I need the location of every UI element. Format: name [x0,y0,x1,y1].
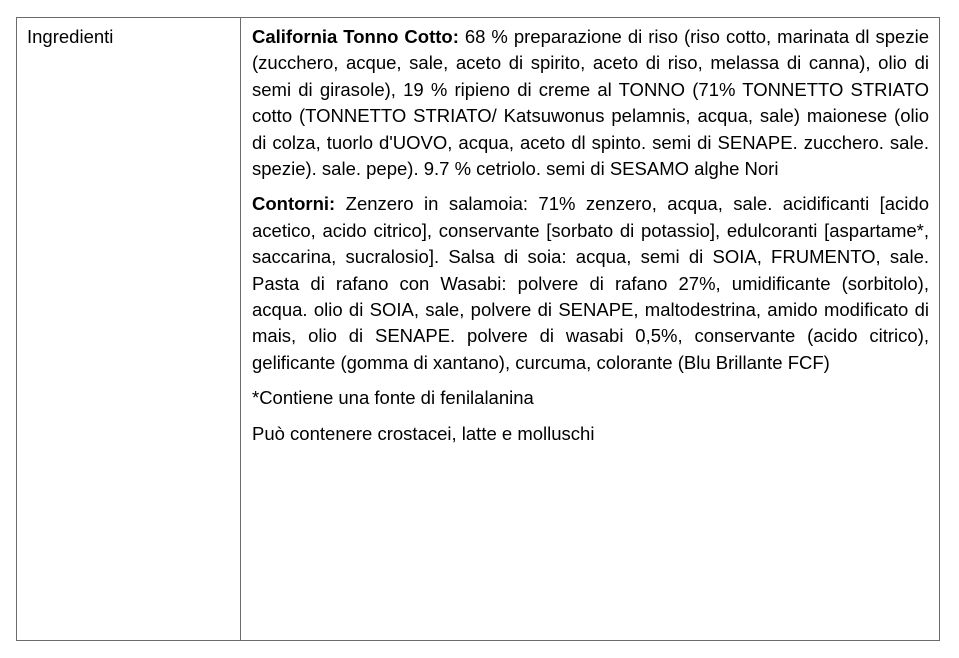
ingredients-content [252,24,929,456]
california-tonno-text: 68 % preparazione di riso (riso cotto, marinata dl spezie (zucchero, acque, sale, aceto di spirito, aceto di riso, melassa di canna), olio di semi di girasole), 19 % ripieno di creme al TONNO (71% TONNETTO STRIATO cotto (TONNETTO STRIATO/ Katsuwonus pelamnis, acqua, sale) maionese (olio di colza, tuorlo d'UOVO, acqua, aceto dl spinto. semi di SENAPE. zucchero. sale. spezie). sale. pepe). 9.7 % cetriolo. semi di SESAMO alghe Nori [252,26,929,180]
contorni-paragraph [252,191,929,376]
contorni-heading: Contorni: [252,193,336,215]
california-tonno-heading: California Tonno Cotto: [252,26,459,47]
column-divider [240,18,241,640]
allergens-note: Può contenere crostacei, latte e molluschi [252,422,595,444]
phenylalanine-note: *Contiene una fonte di fenilalanina [252,387,534,409]
contorni-text: Zenzero in salamoia: 71% zenzero, acqua, sale. acidificanti [acido acetico, acido citrico], conservante [sorbato di potassio], edulcoranti [aspartame*, saccarina, sucralosio]. Salsa di soia: acqua, semi di SOIA, FRUMENTO, sale. Pasta di rafano con Wasabi: polvere di rafano 27%, umidificante (sorbitolo), acqua. olio di SOIA, sale, polvere di SENAPE, maltodestrina, amido modificato di mais, olio di SENAPE. polvere di wasabi 0,5%, conservante (acido citrico), gelificante (gomma di xantano), curcuma, colorante (Blu Brillante FCF) [252,193,929,373]
california-tonno-paragraph [252,24,929,182]
ingredients-table [16,17,940,641]
ingredients-label: Ingredienti [27,26,114,47]
